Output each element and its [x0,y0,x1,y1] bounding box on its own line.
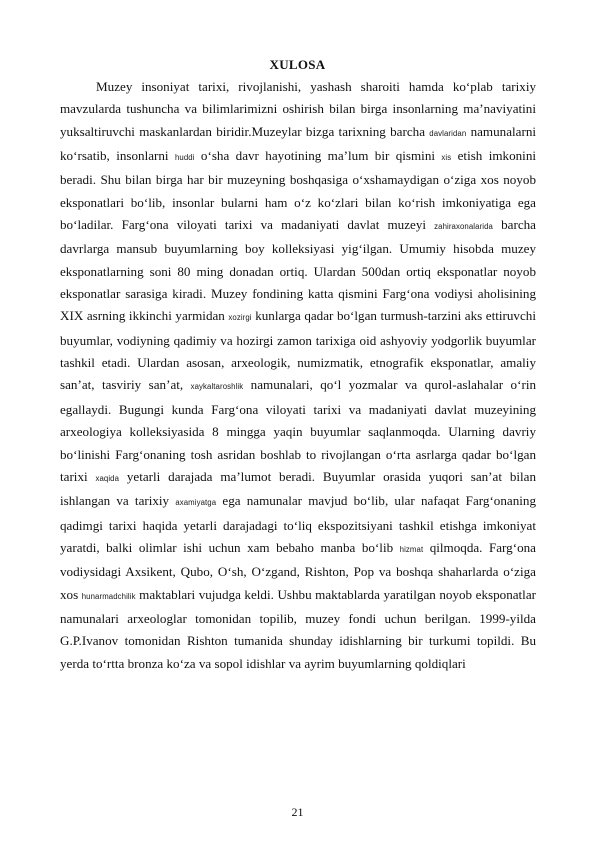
inline-small-word: xaykaltaroshlik [190,382,244,392]
text-run: yetarli darajada ma’lumot beradi. Buyumlar orasida yuqori san’at bilan ishlangan va tarixiy [60,468,537,509]
inline-small-word: xis [441,153,452,163]
text-run: kunlarga qadar bo‘lgan turmush-tarzini aks ettiruvchi buyumlar, vodiyning qadimiy va hozirgi zamon tarixiga oid ashyoviy yodgorlik buyumlar tashkil etadi. Ulardan asosan, arxeologik, numizmatik, etnografik eksponatlar, amaliy san’at, tasviriy san’at, [60,308,536,393]
text-run: maktablari vujudga keldi. Ushbu maktablarda yaratilgan noyob eksponatlar namunalari arxeologlar tomonidan topilib, muzey fondi uchun berilgan. 1999-yilda G.P.Ivanov tomonidan Rishton tumanida shunday idishlarning bir turkumi topildi. Bu yerda to‘rtta bronza ko‘za va sopol idishlar va ayrim buyumlarning qoldiqlari [60,586,536,671]
page-title: XULOSA [269,57,326,72]
inline-small-word: xozirgi [228,313,252,323]
text-run: o‘sha davr hayotining ma’lum bir qismini [194,148,442,164]
inline-small-word: huddi [174,153,195,163]
text-run: namunalari, qo‘l yozmalar va qurol-aslahalar o‘rin egallaydi. Bugungi kunda Farg‘ona viloyati tarixi va madaniyati davlat muzeyining arxeologiya kolleksiyasida 8 mingga yaqin buyumlar saqlanmoqda. Ularning davriy bo‘linishi Farg‘onaning tosh asridan boshlab to rivojlangan o‘rta asrlarga qadar bo‘lgan tarixi [60,377,537,484]
text-run: Muzey insoniyat tarixi, rivojlanishi, yashash sharoiti hamda ko‘plab tarixiy mavzularda tushuncha va bilimlarimizni oshirish bilan birga insonlarning ma’naviyatini yuksaltiruvchi maskanlardan biridir.Muzeylar bizga tarixning barcha [60,79,536,139]
text-run: barcha davrlarga mansub buyumlarning boy kolleksiyasi yig‘ilgan. Umumiy hisobda muzey eksponatlarning soni 80 ming donadan ortiq. Ulardan 500dan ortiq eksponatlar noyob eksponatlar sarasiga kiradi. Muzey fondining katta qismini Farg‘ona vodiysi aholisining XIX asrning ikkinchi yarmidan [60,217,536,324]
inline-small-word: zahiraxonalarida [434,222,493,232]
body-paragraph [60,76,536,675]
inline-small-word: axamiyatga [175,498,217,508]
inline-small-word: hunarmadchilik [81,591,136,601]
text-run: etish imkonini beradi. Shu bilan birga har bir muzeyning boshqasiga o‘xshamaydigan o‘ziga xos noyob eksponatlari bo‘lib, insonlar bularni ham o‘z ko‘zlari bilan ko‘rish imkoniyatiga ega bo‘ladilar. Farg‘ona viloyati tarixi va madaniyati davlat muzeyi [60,148,537,233]
inline-small-word: hizmat [399,544,424,554]
text-run: qilmoqda. Farg‘ona vodiysidagi Axsikent, Qubo, O‘sh, O‘zgand, Rishton, Pop va boshqa shaharlarda o‘ziga xos [60,539,536,602]
text-run: ega namunalar mavjud bo‘lib, ular nafaqat Farg‘onaning qadimgi tarixi haqida yetarli darajadagi to‘liq ekspozitsiyani tashkil etishga imkoniyat yaratdi, balki olimlar ishi uchun xam bebaho manba bo‘lib [60,493,536,555]
text-run: namunalarni ko‘rsatib, insonlarni [60,123,537,164]
page-number: 21 [291,805,304,819]
inline-small-word: davlaridan [429,128,467,138]
inline-small-word: xaqida [95,473,120,483]
